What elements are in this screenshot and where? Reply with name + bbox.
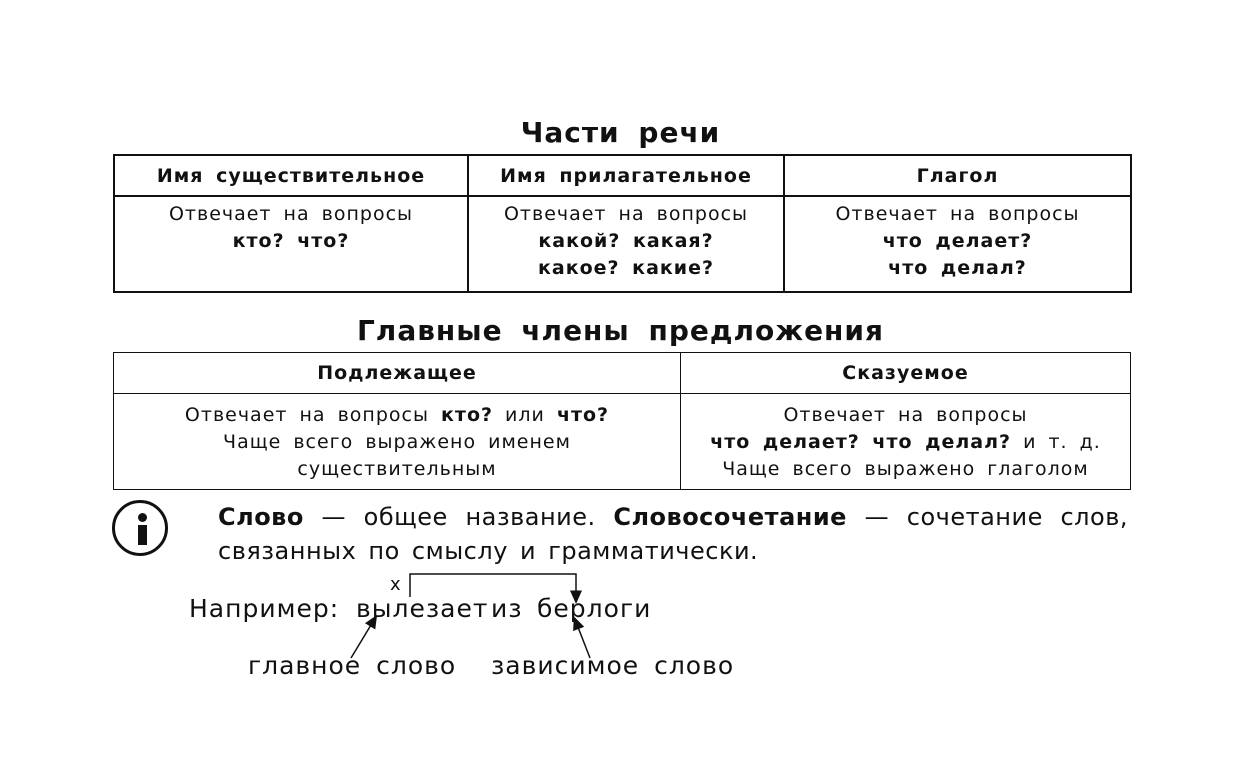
cell-text: и т. д.	[1011, 431, 1101, 453]
main-word: вылезает	[356, 594, 489, 623]
parts-of-speech-title: Части речи	[520, 116, 721, 149]
definition-slovosochetanie: — сочетание слов, связанных по смыслу и грамматически.	[218, 503, 1128, 565]
question-words: что делает? что делал?	[710, 431, 1012, 453]
question-words: кто?	[441, 404, 494, 426]
definition-slovo: — общее название.	[303, 503, 614, 531]
term-slovo: Слово	[218, 503, 304, 531]
question-words: что?	[556, 404, 610, 426]
column-header-verb: Глагол	[784, 155, 1131, 196]
term-slovosochetanie: Словосочетание	[613, 503, 847, 531]
example-label: Например:	[189, 594, 340, 623]
dependent-word: берлоги	[537, 594, 652, 623]
main-word-caption: главное слово	[248, 651, 457, 680]
column-header-adjective: Имя прилагательное	[468, 155, 784, 196]
column-header-predicate: Сказуемое	[681, 353, 1131, 394]
question-words: кто? что?	[232, 230, 350, 252]
cell-text: Отвечает на вопросы	[783, 404, 1028, 426]
column-header-subject: Подлежащее	[114, 353, 681, 394]
question-words: какой? какая?	[538, 230, 714, 252]
cell-text: существительным	[297, 458, 497, 480]
cell-text: Чаще всего выражено именем	[223, 431, 571, 453]
question-words: что делал?	[888, 257, 1027, 279]
question-words: какое? какие?	[537, 257, 715, 279]
cell-text: Отвечает на вопросы	[168, 203, 414, 225]
column-header-noun: Имя существительное	[114, 155, 468, 196]
cell-text: или	[493, 404, 557, 426]
cell-text: Отвечает на вопросы	[503, 203, 749, 225]
dependent-word-caption: зависимое слово	[491, 651, 735, 680]
question-words: что делает?	[882, 230, 1033, 252]
main-members-title: Главные члены предложения	[356, 314, 885, 347]
cell-text: Отвечает на вопросы	[184, 404, 442, 426]
main-word-marker: x	[390, 574, 401, 595]
cell-text: Отвечает на вопросы	[835, 203, 1080, 225]
preposition: из	[491, 594, 523, 623]
cell-text: Чаще всего выражено глаголом	[722, 458, 1089, 480]
